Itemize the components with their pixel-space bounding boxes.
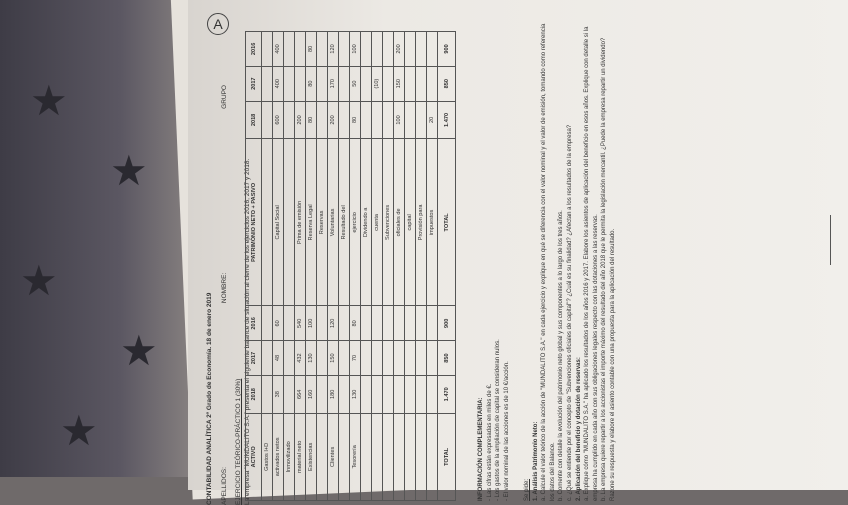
- table-cell: [372, 341, 383, 376]
- table-cell: [416, 341, 427, 376]
- table-cell: 160: [306, 375, 317, 413]
- table-cell: 664: [295, 375, 306, 413]
- table-row: [394, 32, 405, 501]
- table-row: [328, 32, 339, 501]
- table-cell: Resultado del: [339, 139, 350, 306]
- star-pattern-icon: ★: [120, 327, 158, 374]
- total-cell: TOTAL: [438, 139, 456, 306]
- question-2b: b. La empresa quiere repartir a los accionistas el importe máximo del resultado del año 2018 que le permita la legislación mercantil. ¿Puede la empresa repartir un dividendo? Razone su respuesta y elabore el asiento contable con una propuesta para la aplicación del resultado.: [601, 37, 616, 501]
- table-cell: [383, 101, 394, 139]
- table-cell: [339, 32, 350, 67]
- grupo-label: GRUPO: [221, 85, 228, 109]
- table-cell: [372, 32, 383, 67]
- column-header: 2017: [246, 66, 262, 101]
- column-header: 2017: [246, 341, 262, 376]
- column-header: 2016: [246, 32, 262, 67]
- table-cell: Subvenciones: [383, 139, 394, 306]
- table-cell: cuenta: [372, 139, 383, 306]
- question-2: 2. Aplicación del beneficio y dotación de reservas:: [575, 357, 582, 501]
- star-pattern-icon: ★: [30, 77, 68, 124]
- table-cell: [262, 341, 273, 376]
- table-cell: 20: [427, 101, 438, 139]
- table-cell: [339, 375, 350, 413]
- table-cell: 120: [328, 306, 339, 341]
- total-cell: 900: [438, 32, 456, 67]
- table-cell: [361, 66, 372, 101]
- table-cell: 50: [350, 66, 361, 101]
- table-cell: Provisión para: [416, 139, 427, 306]
- table-cell: [383, 375, 394, 413]
- table-cell: 130: [350, 375, 361, 413]
- table-cell: [394, 341, 405, 376]
- table-cell: [317, 101, 328, 139]
- column-header: ACTIVO: [246, 413, 262, 500]
- apellidos-label: APELLIDOS:: [221, 467, 228, 505]
- table-row: [416, 32, 427, 501]
- table-cell: [361, 341, 372, 376]
- table-row: [405, 32, 416, 501]
- table-cell: [427, 32, 438, 67]
- table-row: [284, 32, 295, 501]
- table-cell: [383, 306, 394, 341]
- table-cell: Clientes: [328, 413, 339, 500]
- table-cell: [416, 413, 427, 500]
- table-cell: [372, 101, 383, 139]
- table-cell: [295, 32, 306, 67]
- table-cell: [317, 341, 328, 376]
- table-cell: [372, 413, 383, 500]
- table-row: [372, 32, 383, 501]
- table-cell: [284, 306, 295, 341]
- table-cell: (10): [372, 66, 383, 101]
- table-cell: [284, 139, 295, 306]
- table-cell: [405, 32, 416, 67]
- table-cell: [361, 306, 372, 341]
- total-cell: 850: [438, 341, 456, 376]
- table-cell: 80: [306, 101, 317, 139]
- table-row: [306, 32, 317, 501]
- handwritten-a-mark: A: [207, 13, 229, 35]
- exercise-title: EJERCICIO TEÓRICO-PRÁCTICO 1 (30%): [235, 378, 242, 505]
- table-cell: [416, 101, 427, 139]
- table-cell: 180: [328, 375, 339, 413]
- table-cell: capital: [405, 139, 416, 306]
- column-header: 2018: [246, 375, 262, 413]
- table-cell: [383, 66, 394, 101]
- total-cell: 850: [438, 66, 456, 101]
- table-cell: 80: [306, 32, 317, 67]
- table-cell: [284, 101, 295, 139]
- table-cell: [339, 66, 350, 101]
- table-cell: 80: [350, 101, 361, 139]
- table-cell: impuestos: [427, 139, 438, 306]
- table-cell: [427, 66, 438, 101]
- star-pattern-icon: ★: [60, 407, 98, 454]
- table-cell: Reserva Legal: [306, 139, 317, 306]
- table-cell: [383, 32, 394, 67]
- table-body: [262, 32, 456, 501]
- table-cell: Existencias: [306, 413, 317, 500]
- table-cell: [394, 306, 405, 341]
- table-cell: [262, 375, 273, 413]
- table-cell: [383, 413, 394, 500]
- table-row: [339, 32, 350, 501]
- table-cell: [405, 101, 416, 139]
- table-cell: [361, 375, 372, 413]
- table-cell: [361, 413, 372, 500]
- table-cell: 48: [273, 341, 284, 376]
- table-cell: 60: [273, 306, 284, 341]
- total-cell: 900: [438, 306, 456, 341]
- question-1a: a. Calcule el valor teórico de la acción de "MUNDALITO S.A." en cada ejercicio y explique en qué se diferencia con el valor nominal y el valor de emisión, tomando como referencia los datos del Balance.: [541, 23, 556, 501]
- table-cell: 70: [350, 341, 361, 376]
- table-cell: [416, 32, 427, 67]
- table-cell: [262, 101, 273, 139]
- question-1c: c. ¿Qué se entiende por el concepto de "Subvenciones oficiales de capital"? ¿Cuál es su finalidad? ¿Afectan a los resultados de la empresa?: [566, 124, 573, 501]
- table-cell: 80: [350, 306, 361, 341]
- table-cell: [405, 375, 416, 413]
- table-cell: [339, 306, 350, 341]
- info-item: - Las cifras están expresadas en miles de €.: [486, 383, 493, 501]
- table-cell: [427, 375, 438, 413]
- table-cell: [405, 413, 416, 500]
- table-cell: 540: [295, 306, 306, 341]
- question-1: 1. Análisis Patrimonio Neto:: [532, 421, 539, 501]
- table-cell: [317, 32, 328, 67]
- table-cell: 130: [306, 341, 317, 376]
- table-cell: 120: [328, 32, 339, 67]
- table-cell: [262, 32, 273, 67]
- table-cell: [372, 306, 383, 341]
- table-cell: 170: [328, 66, 339, 101]
- exam-title: CONTABILIDAD ANALÍTICA 2º Grado de Economía. 18 de enero 2019: [206, 292, 213, 505]
- info-item: - Los gastos de la ampliación de capital se consideran nulos.: [495, 339, 501, 501]
- table-cell: 100: [394, 101, 405, 139]
- table-cell: 200: [394, 32, 405, 67]
- student-fields: [220, 85, 229, 505]
- table-cell: [361, 101, 372, 139]
- table-cell: [262, 139, 273, 306]
- table-row: [427, 32, 438, 501]
- exam-content: [205, 5, 845, 505]
- table-cell: [372, 375, 383, 413]
- signature-line: [830, 215, 831, 265]
- table-cell: 100: [350, 32, 361, 67]
- table-cell: Tesorería: [350, 413, 361, 500]
- table-cell: Prima de emisión: [295, 139, 306, 306]
- table-cell: Capital Social: [273, 139, 284, 306]
- se-pide-label: Se pide:: [524, 478, 530, 501]
- table-cell: [427, 341, 438, 376]
- table-cell: [317, 375, 328, 413]
- table-cell: [295, 66, 306, 101]
- table-cell: [284, 32, 295, 67]
- table-cell: 600: [273, 101, 284, 139]
- table-cell: [427, 413, 438, 500]
- table-cell: Reservas: [317, 139, 328, 306]
- table-cell: [383, 341, 394, 376]
- table-cell: [317, 66, 328, 101]
- table-row: [383, 32, 394, 501]
- table-cell: 400: [273, 66, 284, 101]
- table-cell: ejercicio: [350, 139, 361, 306]
- table-cell: [427, 306, 438, 341]
- table-cell: 100: [306, 306, 317, 341]
- table-cell: 80: [306, 66, 317, 101]
- questions: [523, 21, 618, 501]
- table-row: [262, 32, 273, 501]
- table-cell: activados netos: [273, 413, 284, 500]
- dark-background: [0, 0, 200, 477]
- table-cell: [394, 413, 405, 500]
- table-cell: [317, 413, 328, 500]
- table-cell: [317, 306, 328, 341]
- question-1b: b. Comente con detalle la evolución del patrimonio neto global y sus componentes a lo largo de los tres años.: [558, 210, 565, 501]
- column-header: 2016: [246, 306, 262, 341]
- column-header: 2018: [246, 101, 262, 139]
- table-cell: [339, 341, 350, 376]
- table-cell: [284, 375, 295, 413]
- table-row: [317, 32, 328, 501]
- column-header: PATRIMONIO NETO + PASIVO: [246, 139, 262, 306]
- total-cell: 1.470: [438, 101, 456, 139]
- table-cell: 150: [328, 341, 339, 376]
- table-cell: [284, 341, 295, 376]
- table-cell: 38: [273, 375, 284, 413]
- table-cell: [262, 66, 273, 101]
- table-header-row: [246, 32, 262, 501]
- star-pattern-icon: ★: [20, 257, 58, 304]
- table-cell: [361, 32, 372, 67]
- balance-table: [245, 31, 456, 501]
- star-pattern-icon: ★: [110, 147, 148, 194]
- nombre-label: NOMBRE:: [221, 272, 228, 304]
- table-cell: [416, 306, 427, 341]
- table-row: [295, 32, 306, 501]
- exercise-intro: La empresa "MUNDALITO S.A." presenta el siguiente balance de situación al cierre de los ejercicios 2016, 2017 y 2018.: [244, 158, 251, 505]
- table-cell: material neto: [295, 413, 306, 500]
- table-row: [361, 32, 372, 501]
- table-cell: 200: [328, 101, 339, 139]
- table-cell: Dividendo a: [361, 139, 372, 306]
- table-cell: 150: [394, 66, 405, 101]
- table-cell: [405, 66, 416, 101]
- table-cell: 400: [273, 32, 284, 67]
- table-row: [273, 32, 284, 501]
- table-row: [350, 32, 361, 501]
- table-cell: 200: [295, 101, 306, 139]
- table-cell: Voluntarias: [328, 139, 339, 306]
- table-cell: Inmovilizado: [284, 413, 295, 500]
- table-cell: 432: [295, 341, 306, 376]
- info-item: - El valor nominal de las acciones es de 10 €/acción.: [503, 361, 510, 501]
- table-cell: [339, 413, 350, 500]
- table-cell: [416, 66, 427, 101]
- table-cell: [405, 306, 416, 341]
- total-cell: TOTAL: [438, 413, 456, 500]
- table-cell: [339, 101, 350, 139]
- info-title: INFORMACIÓN COMPLEMENTARIA:: [478, 397, 484, 501]
- question-2a: a. Explique cómo "MUNDALITO S.A." ha aplicado los resultados de los años 2016 y 2017. Elabore los asientos de aplicación del beneficio en esos años. Explique con detalle si la empresa ha cumplido en cada año con sus obligaciones legales respecto con las dotaciones a las reservas.: [584, 26, 599, 501]
- table-cell: [394, 375, 405, 413]
- total-cell: 1.470: [438, 375, 456, 413]
- complementary-info: [477, 21, 511, 501]
- table-cell: [262, 306, 273, 341]
- table-cell: Gastos I+D: [262, 413, 273, 500]
- table-cell: [405, 341, 416, 376]
- table-cell: [284, 66, 295, 101]
- table-cell: [416, 375, 427, 413]
- table-cell: oficiales de: [394, 139, 405, 306]
- total-row: [438, 32, 456, 501]
